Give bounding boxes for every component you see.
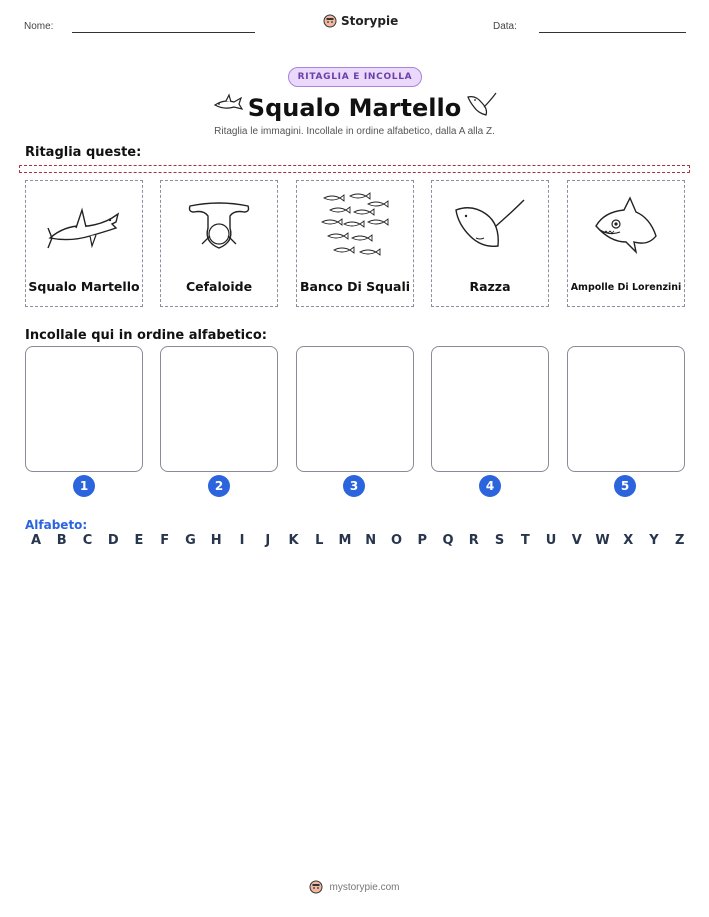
alphabet-row xyxy=(26,533,690,548)
alphabet-letter: E xyxy=(134,533,144,548)
footer-url[interactable]: mystorypie.com xyxy=(329,881,400,893)
card-label: Squalo Martello xyxy=(28,279,140,294)
paste-heading: Incollale qui in ordine alfabetico: xyxy=(25,328,267,343)
card-label: Razza xyxy=(469,279,511,294)
number-badge: 2 xyxy=(208,475,230,497)
date-label: Data: xyxy=(493,21,517,32)
card-label: Cefaloide xyxy=(185,279,253,294)
alphabet-letter: M xyxy=(338,533,352,548)
alphabet-letter: J xyxy=(265,533,271,548)
alphabet-letter: T xyxy=(520,533,530,548)
alphabet-letter: Z xyxy=(675,533,685,548)
alphabet-letter: P xyxy=(417,533,428,548)
cut-card[interactable] xyxy=(296,180,414,307)
alphabet-letter: U xyxy=(545,533,557,548)
shark-icon xyxy=(590,196,662,256)
brand-logo xyxy=(323,14,398,28)
cut-card[interactable] xyxy=(567,180,685,307)
alphabet-letter: Q xyxy=(442,533,454,548)
paste-box[interactable] xyxy=(25,346,143,472)
cut-heading: Ritaglia queste: xyxy=(25,145,142,160)
number-badge: 3 xyxy=(343,475,365,497)
cephalofoil-icon xyxy=(184,198,254,254)
storypie-logo-icon xyxy=(323,14,337,28)
activity-badge: RITAGLIA E INCOLLA xyxy=(288,67,422,87)
paste-box[interactable] xyxy=(567,346,685,472)
alphabet-letter: C xyxy=(82,533,93,548)
number-badge: 1 xyxy=(73,475,95,497)
paste-box[interactable] xyxy=(296,346,414,472)
alphabet-letter: F xyxy=(160,533,170,548)
alphabet-letter: N xyxy=(365,533,377,548)
alphabet-letter: A xyxy=(30,533,42,548)
alphabet-letter: I xyxy=(239,533,245,548)
cut-card[interactable] xyxy=(431,180,549,307)
paste-box[interactable] xyxy=(160,346,278,472)
alphabet-letter: B xyxy=(56,533,67,548)
alphabet-letter: L xyxy=(315,533,324,548)
cut-card[interactable] xyxy=(25,180,143,307)
cut-card[interactable] xyxy=(160,180,278,307)
alphabet-letter: W xyxy=(595,533,610,548)
alphabet-letter: V xyxy=(571,533,582,548)
storypie-logo-icon xyxy=(309,880,323,894)
alphabet-letter: D xyxy=(107,533,119,548)
alphabet-letter: G xyxy=(185,533,196,548)
shark-school-icon xyxy=(320,190,390,262)
footer xyxy=(0,880,709,894)
cut-line xyxy=(19,165,690,173)
page-title: Squalo Martello xyxy=(247,94,462,122)
page-subtitle: Ritaglia le immagini. Incollale in ordine alfabetico, dalla A alla Z. xyxy=(214,126,495,137)
ray-icon xyxy=(452,196,528,256)
card-label: Ampolle Di Lorenzini xyxy=(570,282,682,293)
number-badge: 5 xyxy=(614,475,636,497)
alphabet-letter: O xyxy=(390,533,403,548)
alphabet-letter: S xyxy=(494,533,505,548)
name-label: Nome: xyxy=(24,21,54,32)
brand-name: Storypie xyxy=(341,14,399,28)
alphabet-title: Alfabeto: xyxy=(25,518,88,532)
number-badge: 4 xyxy=(479,475,501,497)
date-line[interactable] xyxy=(539,32,686,33)
ray-icon xyxy=(466,89,498,119)
alphabet-letter: X xyxy=(623,533,634,548)
alphabet-letter: K xyxy=(288,533,299,548)
name-line[interactable] xyxy=(72,32,255,33)
hammerhead-shark-icon xyxy=(46,198,122,254)
card-label: Banco Di Squali xyxy=(299,279,411,294)
paste-box[interactable] xyxy=(431,346,549,472)
alphabet-letter: R xyxy=(468,533,479,548)
alphabet-letter: H xyxy=(210,533,222,548)
alphabet-letter: Y xyxy=(649,533,659,548)
